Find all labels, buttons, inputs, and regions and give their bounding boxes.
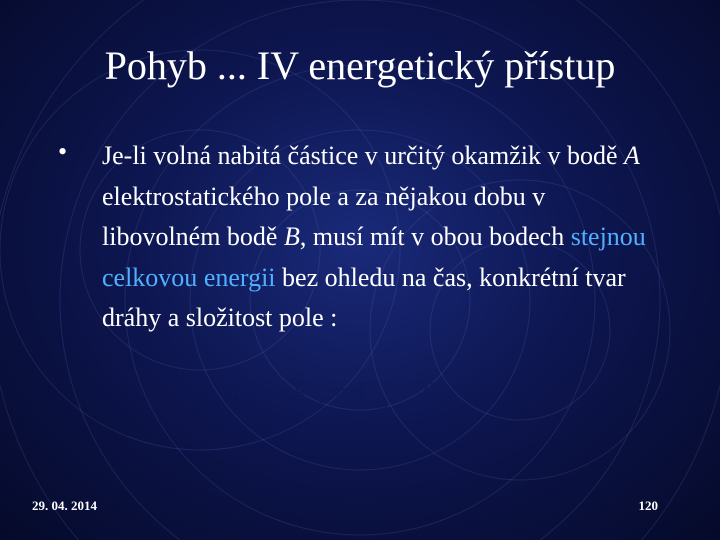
highlight-text: stejnou celkovou [102,222,646,292]
formula-subscript: pB [437,396,452,412]
bullet-marker: • [58,137,68,166]
footer-date: 29. 04. 2014 [32,498,97,513]
formula-operator: = [323,378,357,409]
formula-operator: + [387,378,420,409]
formula-term: E [419,378,438,409]
formula-subscript: kB [373,396,388,412]
bullet-paragraph [102,136,662,339]
paragraph-text: elektrostatického pole a za nějakou dobu v libovolném bodě [102,181,546,251]
highlight-text: energii [203,262,276,292]
paragraph-text: bez ohledu na čas, konkrétní tvar dráhy a složitost pole : [102,262,626,332]
paragraph-text: , musí mít v obou bodech [299,222,571,251]
formula-subscript: kA [245,396,259,412]
formula-term: E [228,378,246,409]
energy-formula [228,378,452,413]
slide-title: Pohyb ... IV energetický přístup [104,43,616,88]
paragraph-text: Je-li volná nabitá částice v určitý okamžik v bodě [102,141,624,170]
point-a: A [624,141,640,170]
formula-subscript: pA [308,396,324,412]
formula-operator: + [258,378,292,409]
point-b: B [283,222,300,251]
formula-term: E [356,378,374,409]
page-number: 120 [638,498,658,513]
formula-term: E [291,378,309,409]
